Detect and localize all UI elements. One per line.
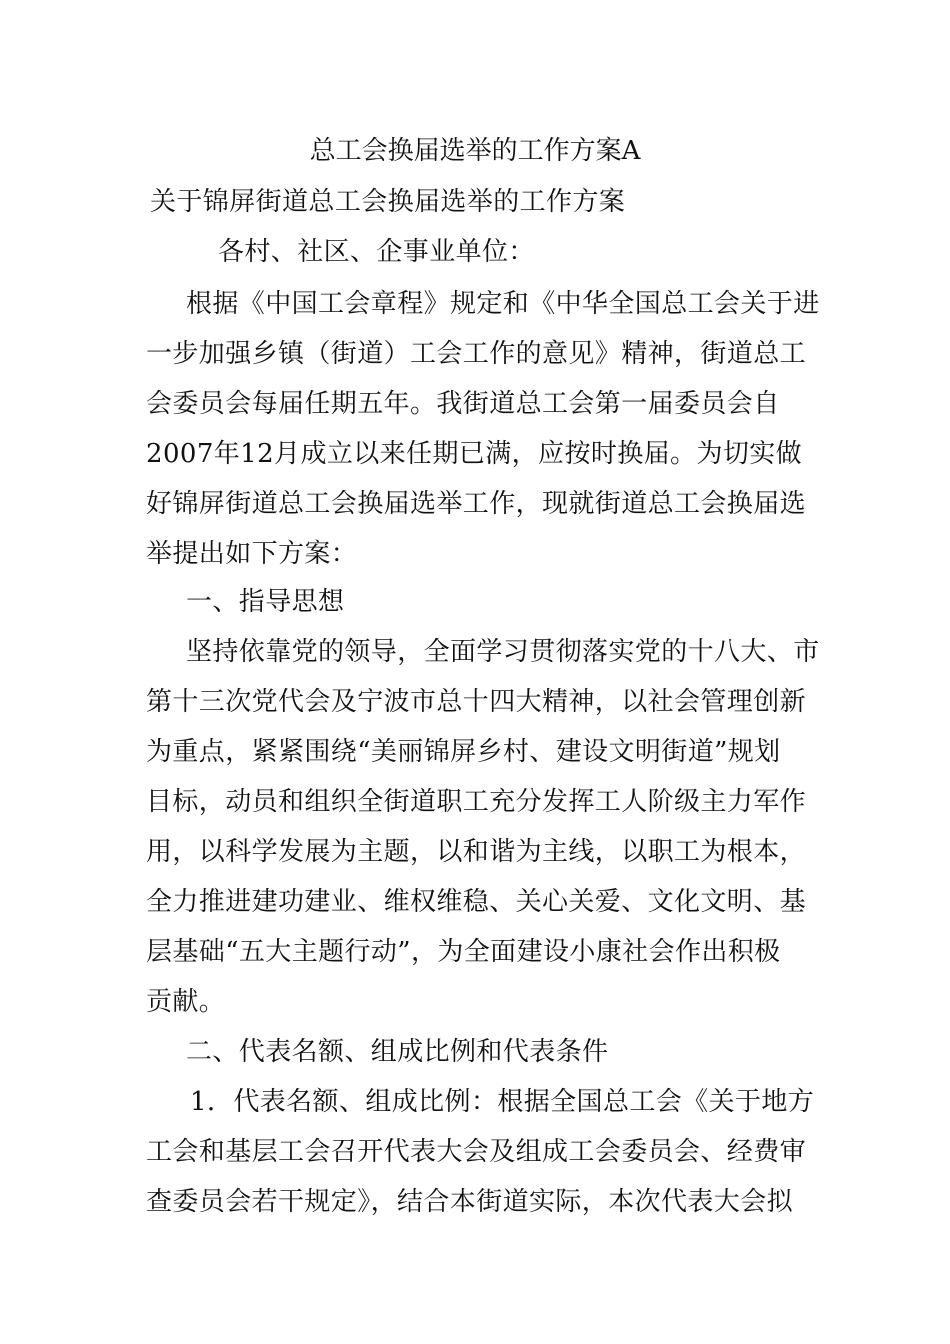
body-line: 1．代表名额、组成比例：根据全国总工会《关于地方 bbox=[190, 1087, 815, 1117]
body-line: 会委员会每届任期五年。我街道总工会第一届委员会自 bbox=[146, 389, 780, 419]
body-line: 根据《中国工会章程》规定和《中华全国总工会关于进 bbox=[186, 289, 820, 319]
body-line: 举提出如下方案： bbox=[146, 539, 358, 569]
section-heading: 二、代表名额、组成比例和代表条件 bbox=[186, 1037, 609, 1067]
salutation: 各村、社区、企事业单位： bbox=[218, 237, 535, 267]
body-line: 2007年12月成立以来任期已满，应按时换届。为切实做 bbox=[146, 439, 803, 469]
body-line: 坚持依靠党的领导，全面学习贯彻落实党的十八大、市 bbox=[186, 637, 820, 667]
body-line: 一步加强乡镇（街道）工会工作的意见》精神，街道总工 bbox=[146, 339, 807, 369]
body-line: 层基础“五大主题行动”，为全面建设小康社会作出积极 bbox=[146, 937, 781, 967]
body-line: 目标，动员和组织全街道职工充分发挥工人阶级主力军作 bbox=[146, 787, 807, 817]
body-line: 贡献。 bbox=[146, 987, 226, 1017]
body-line: 为重点，紧紧围绕“美丽锦屏乡村、建设文明街道”规划 bbox=[146, 737, 781, 767]
body-line: 第十三次党代会及宁波市总十四大精神，以社会管理创新 bbox=[146, 687, 807, 717]
body-line: 查委员会若干规定》，结合本街道实际，本次代表大会拟 bbox=[146, 1187, 794, 1217]
body-line: 全力推进建功建业、维权维稳、关心关爱、文化文明、基 bbox=[146, 887, 807, 917]
body-line: 用，以科学发展为主题，以和谐为主线，以职工为根本， bbox=[146, 837, 807, 867]
document-subtitle: 关于锦屏街道总工会换届选举的工作方案 bbox=[150, 187, 626, 217]
document-title: 总工会换届选举的工作方案A bbox=[309, 136, 641, 166]
section-heading: 一、指导思想 bbox=[186, 587, 345, 617]
body-line: 工会和基层工会召开代表大会及组成工会委员会、经费审 bbox=[146, 1137, 807, 1167]
body-line: 好锦屏街道总工会换届选举工作，现就街道总工会换届选 bbox=[146, 489, 807, 519]
